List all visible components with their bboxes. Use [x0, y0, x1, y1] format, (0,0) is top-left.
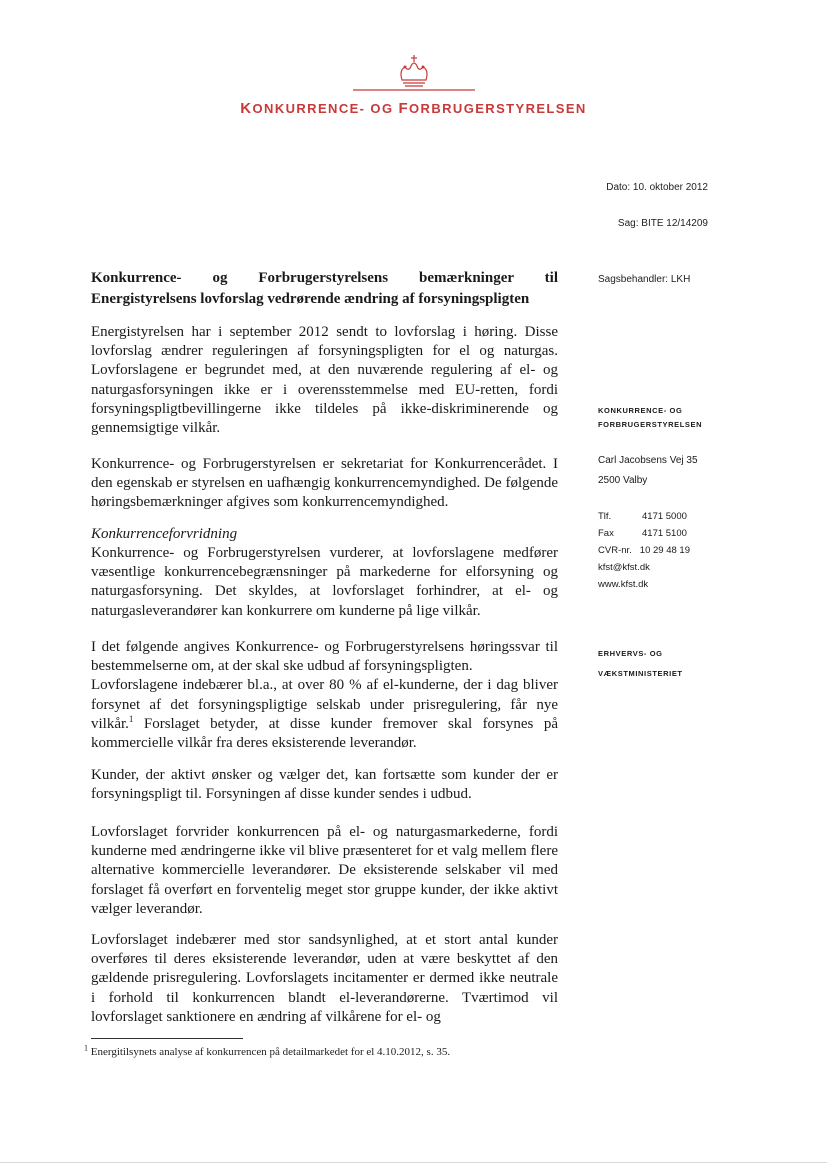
cvr-row: CVR-nr. 10 29 48 19	[598, 545, 690, 556]
paragraph-4-intro: I det følgende angives Konkurrence- og Forbrugerstyrelsens høringssvar til bestemmelserne om, at der skal ske udbud af forsyningspligten.	[91, 639, 558, 675]
ministry-block	[598, 647, 683, 681]
email-link[interactable]: kfst@kfst.dk	[598, 562, 650, 573]
case-number: Sag: BITE 12/14209	[617, 218, 708, 229]
section-heading: Konkurrenceforvridning	[91, 526, 238, 542]
paragraph-5: Kunder, der aktivt ønsker og vælger det, kan fortsætte som kunder der er forsyningspligt til. Forsyningen af disse kunder sendes i udbud.	[91, 767, 558, 803]
logo	[0, 52, 827, 96]
website-link[interactable]: www.kfst.dk	[598, 579, 649, 590]
contact-block	[598, 508, 690, 593]
paragraph-1: Energistyrelsen har i september 2012 sendt to lovforslag i høring. Disse lovforslag ændrer reguleringen af forsyningspligten for el og naturgas. Lovforslagene er begrundet med, at den nuværende regulering af el- og naturgasforsyningen ikke er i overensstemmelse med EU-retten, fordi forsyningspligtbevillingerne ikke tildeles på ikke-diskriminerende og gennemsigtige vilkår.	[91, 324, 558, 437]
address-line1: Carl Jacobsens Vej 35	[598, 455, 698, 466]
paragraph-3: Konkurrence- og Forbrugerstyrelsen vurderer, at lovforslagene medfører væsentlige konkurrencebegrænsninger på markederne for elforsyning og naturgasforsyning. Det skyldes, at lovforslaget forhindrer, at el- og naturgasleverandører kan konkurrere om kunderne på lige vilkår.	[91, 545, 558, 619]
paragraph-6: Lovforslaget forvrider konkurrencen på el- og naturgasmarkederne, fordi kunderne med ændringerne ikke vil blive præsenteret for et valg mellem flere alternative kommercielle leverandører. De eksisterende selskaber vil med forslaget få overført en forventelig meget stor gruppe kunder, der ikke aktivt vælger leverandør.	[91, 824, 558, 917]
org-name-line1: KONKURRENCE- OG	[598, 406, 683, 415]
footnote-reference[interactable]: 1	[128, 713, 134, 724]
date: Dato: 10. oktober 2012	[606, 182, 708, 193]
paragraph-7: Lovforslaget indebærer med stor sandsynlighed, at et stort antal kunder overføres til deres eksisterende leverandør, uden at være beskyttet af den gældende prisregulering. Lovforslagets incitamenter er dermed ikke neutrale i forhold til konkurrencen blandt el-leverandørerne. Tværtimod vil lovforslaget sanktionere en ændring af vilkårene for el- og	[91, 932, 558, 1025]
case-handler: Sagsbehandler: LKH	[598, 274, 691, 285]
ministry-line2: VÆKSTMINISTERIET	[598, 669, 683, 678]
crown-icon	[339, 52, 489, 96]
fax-row: Fax 4171 5100	[598, 528, 687, 539]
org-name-line2: FORBRUGERSTYRELSEN	[598, 420, 703, 429]
paragraph-2: Konkurrence- og Forbrugerstyrelsen er sekretariat for Konkurrencerådet. I den egenskab er styrelsen en uafhængig konkurrencemyndighed. De følgende høringsbemærkninger afgives som konkurrencemyndighed.	[91, 456, 558, 511]
page-bottom-divider	[0, 1162, 827, 1163]
address-block	[598, 451, 698, 491]
document-title: Konkurrence- og Forbrugerstyrelsens bemærkninger til Energistyrelsens lovforslag vedrørende ændring af forsyningspligten	[91, 270, 558, 307]
agency-name: KONKURRENCE- OG FORBRUGERSTYRELSEN	[240, 100, 587, 117]
phone-row: Tlf. 4171 5000	[598, 511, 687, 522]
footnote: $^1$ Energitilsynets analyse af konkurrencen på detailmarkedet for el 4.10.2012, s. 35.	[84, 1043, 451, 1058]
footnote-divider	[91, 1038, 243, 1039]
paragraph-4-body: Lovforslagene indebærer bl.a., at over 80 % af el-kunderne, der i dag bliver forsynet af det forsyningspligtige selskab under prisregulering, får nye vilkår.$^1$ Forslaget betyder, at disse kunder fremover skal forsynes på kommercielle vilkår fra deres eksisterende leverandør.	[91, 677, 558, 752]
ministry-line1: ERHVERVS- OG	[598, 649, 663, 658]
org-block	[598, 404, 702, 432]
paragraph-4	[91, 638, 558, 753]
address-line2: 2500 Valby	[598, 475, 648, 486]
